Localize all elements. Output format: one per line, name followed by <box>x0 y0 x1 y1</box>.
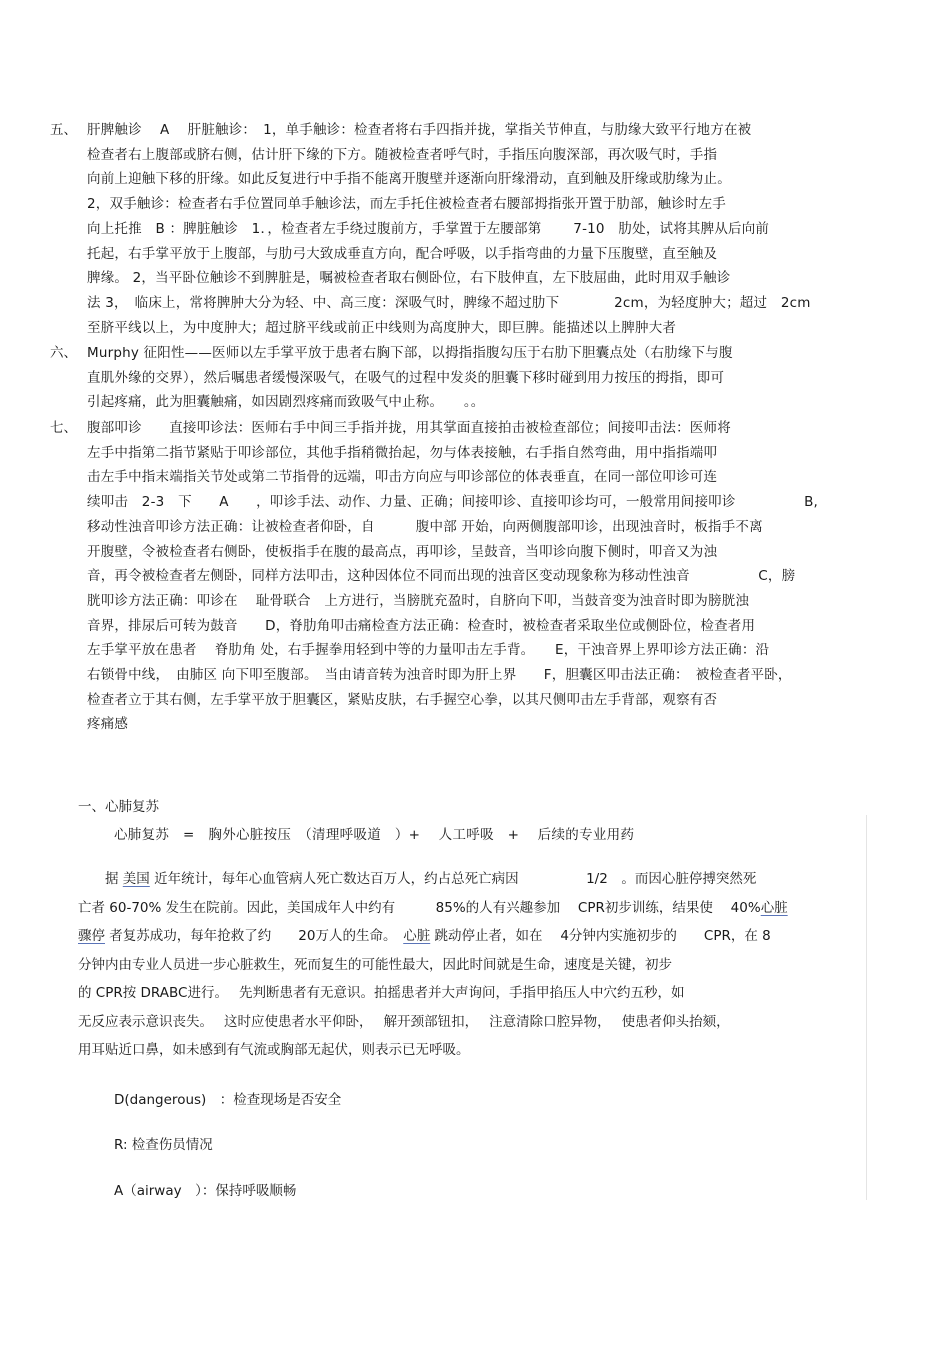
text-line: 的 CPR按 DRABC进行。 先判断患者有无意识。拍摇患者并大声询问，手指甲掐压人中穴约五秒，如 <box>78 985 685 1001</box>
step-d: D(dangerous) ：检查现场是否安全 <box>114 1092 342 1108</box>
text-line: 向前上迎触下移的肝缘。如此反复进行中手指不能离开腹壁并逐渐向肝缘滑动，直到触及肝缘或肋缘为止。 <box>87 171 731 188</box>
text-line: Murphy 征阳性——医师以左手掌平放于患者右胸下部，以拇指指腹勾压于右肋下胆囊点处（右肋缘下与腹 <box>87 345 733 361</box>
keyword-link[interactable]: 骤停 <box>78 928 105 944</box>
text-line: 至脐平线以上，为中度肿大；超过脐平线或前正中线则为高度肿大，即巨脾。能描述以上脾肿大者 <box>87 319 677 336</box>
text-line: 检查者右上腹部或脐右侧，估计肝下缘的下方。随被检查者呼气时，手指压向腹深部，再次吸气时，手指 <box>87 146 718 163</box>
text-span: 者复苏成功，每年抢救了约 20万人的生命。 <box>105 928 404 944</box>
section-liver-spleen <box>50 118 880 340</box>
text-line: 右锁骨中线， 由肺区 向下叩至腹部。 当由请音转为浊音时即为肝上界 F，胆囊区叩击法正确： 被检查者平卧， <box>87 667 792 684</box>
text-line: 左手掌平放在患者 脊肋角 处，右手握拳用轻到中等的力量叩击左手背。 E，干浊音界上界叩诊方法正确：沿 <box>87 642 770 659</box>
text-line: 左手中指第二指节紧贴于叩诊部位，其他手指稍微抬起，勿与体表接触，右手指自然弯曲，用中指指端叩 <box>87 444 718 461</box>
section-murphy-sign <box>50 341 880 415</box>
text-line: 移动性浊音叩诊方法正确：让被检查者仰卧，自 腹中部 开始，向两侧腹部叩诊，出现浊音时，板指手不离 <box>87 518 763 535</box>
text-line: 2，双手触诊：检查者右手位置同单手触诊法，而左手托住被检查者右腰部拇指张开置于肋部，触诊时左手 <box>87 196 726 213</box>
section-number: 六、 <box>50 345 77 361</box>
text-line: 向上托推 B ：脾脏触诊 1．，检查者左手绕过腹前方，手掌置于左腰部第 7-10 肋处，试将其脾从后向前 <box>87 220 770 237</box>
text-line: 脾缘。 2，当平卧位触诊不到脾脏是，嘱被检查者取右侧卧位，右下肢伸直，左下肢屈曲，此时用双手触诊 <box>87 270 731 287</box>
section-abdominal-percussion <box>50 416 880 737</box>
keyword-link[interactable]: 美国 <box>122 871 150 887</box>
text-line: 胱叩诊方法正确：叩诊在 耻骨联合 上方进行，当膀胱充盈时，自脐向下叩，当鼓音变为浊音时即为膀胱浊 <box>87 592 750 609</box>
cpr-formula: 心肺复苏 = 胸外心脏按压 （清理呼吸道 ）+ 人工呼吸 + 后续的专业用药 <box>114 827 635 843</box>
text-span: 跳动停止者，如在 4分钟内实施初步的 CPR，在 8 <box>430 928 771 944</box>
text-span: 亡者 60-70% 发生在院前。因此，美国成年人中约有 85%的人有兴趣参加 CPR初步训练，结果使 40% <box>78 899 761 916</box>
text-line: 音界，排尿后可转为鼓音 D，脊肋角叩击痛检查方法正确：检查时，被检查者采取坐位或侧卧位，检查者用 <box>87 617 756 634</box>
text-line: 分钟内由专业人员进一步心脏救生，死而复生的可能性最大，因此时间就是生命，速度是关键，初步 <box>78 956 672 973</box>
text-line <box>78 922 868 951</box>
text-line: 肝脾触诊 A 肝脏触诊： 1，单手触诊：检查者将右手四指并拢，掌指关节伸直，与肋缘大致平行地方在被 <box>87 122 752 138</box>
keyword-link[interactable]: 心脏 <box>760 899 788 916</box>
text-line: 腹部叩诊 直接叩诊法：医师右手中间三手指并拢，用其掌面直接拍击被检查部位；间接叩击法：医师将 <box>87 420 731 436</box>
text-line: 用耳贴近口鼻，如未感到有气流或胸部无起伏，则表示已无呼吸。 <box>78 1042 470 1058</box>
text-line: 无反应表示意识丧失。 这时应使患者水平仰卧， 解开颈部钮扣， 注意清除口腔异物， 使患者仰头抬颏， <box>78 1013 730 1030</box>
keyword-link[interactable]: 心脏 <box>403 928 431 944</box>
step-r: R: 检查伤员情况 <box>114 1137 213 1153</box>
text-line: 开腹壁，令被检查者右侧卧，使板指手在腹的最高点，再叩诊，呈鼓音，当叩诊向腹下侧时，叩音又为浊 <box>87 543 718 560</box>
text-line: 托起，右手掌平放于上腹部，与肋弓大致成垂直方向，配合呼吸，以手指弯曲的力量下压腹壁，直至触及 <box>87 245 718 262</box>
text-line <box>78 894 868 923</box>
step-a: A（airway ）：保持呼吸顺畅 <box>114 1183 297 1199</box>
section-number: 七、 <box>50 420 77 436</box>
text-line: 引起疼痛，此为胆囊触痛，如因剧烈疼痛而致吸气中止称。 。。 <box>87 394 485 411</box>
text-line: 音，再令被检查者左侧卧，同样方法叩击，这种因体位不同而出现的浊音区变动现象称为移动性浊音 C，膀 <box>87 568 796 585</box>
text-line <box>78 865 868 894</box>
text-span: 近年统计，每年心血管病人死亡数达百万人，约占总死亡病因 1/2 。而因心脏停搏突然死 <box>149 871 757 887</box>
text-line: 续叩击 2-3 下 A ，叩诊手法、动作、力量、正确；间接叩诊、直接叩诊均可，一般常用间接叩诊 B, <box>87 494 819 511</box>
text-span: 据 <box>78 871 123 887</box>
cpr-paragraph <box>78 865 868 1065</box>
text-line: 击左手中指末端指关节处或第二节指骨的远端，叩击方向应与叩诊部位的体表垂直，在同一部位叩诊可连 <box>87 469 718 486</box>
section-number: 五、 <box>50 122 77 138</box>
text-line: 疼痛感 <box>87 716 129 733</box>
text-line: 检查者立于其右侧，左手掌平放于胆囊区，紧贴皮肤，右手握空心拳，以其尺侧叩击左手背部，观察有否 <box>87 691 718 708</box>
section-heading: 一、心肺复苏 <box>78 799 159 815</box>
text-line: 直肌外缘的交界），然后嘱患者缓慢深吸气，在吸气的过程中发炎的胆囊下移时碰到用力按压的拇指，即可 <box>87 369 725 386</box>
text-line: 法 3， 临床上，常将脾肿大分为轻、中、高三度：深吸气时，脾缘不超过肋下 2cm，为轻度肿大；超过 2cm <box>87 294 811 311</box>
